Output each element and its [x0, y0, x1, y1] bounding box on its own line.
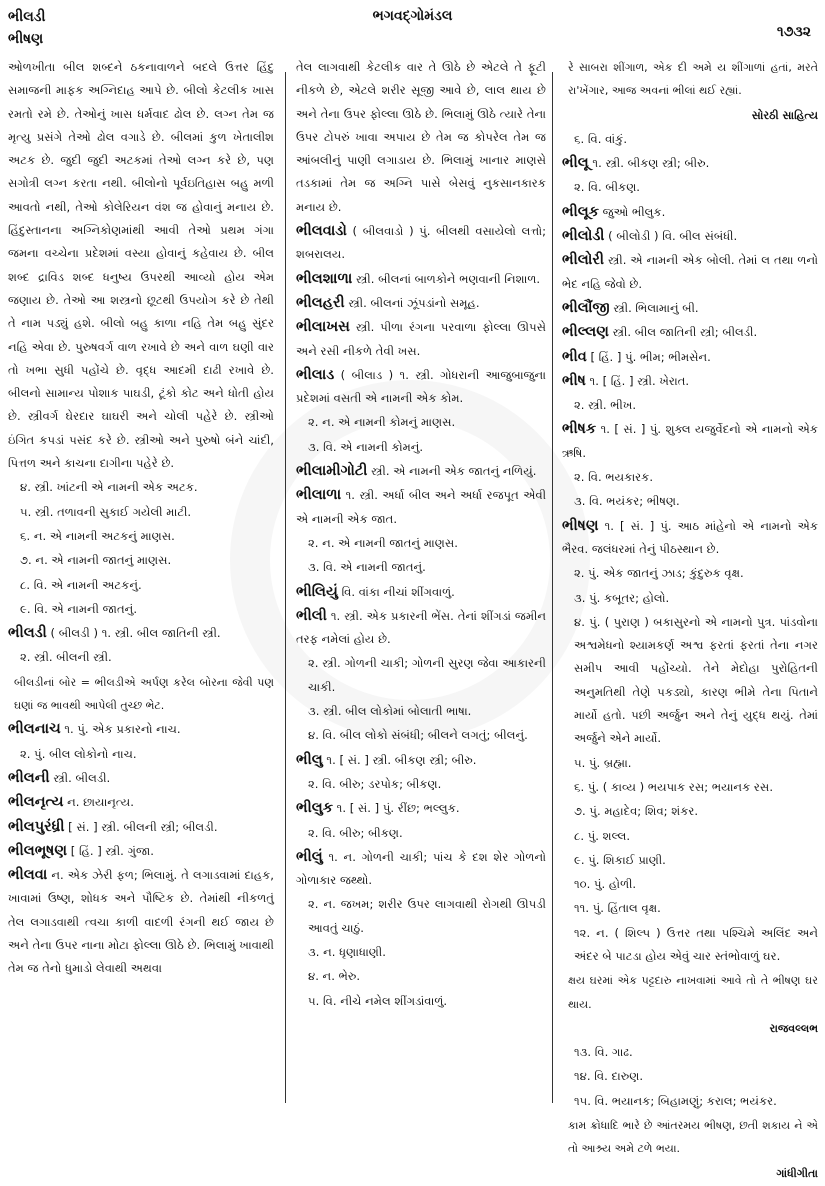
sense-line — [562, 1041, 818, 1064]
dictionary-entry — [296, 605, 546, 652]
quotation-source — [562, 104, 818, 127]
definition-text: વિ. વાંકા નીચાં શીંગવાળું. — [341, 584, 455, 599]
dictionary-entry — [562, 515, 818, 562]
headword: ભીષણ — [562, 517, 599, 534]
running-title: ભગવદ્ગોમંડલ — [372, 8, 453, 24]
dictionary-entry — [8, 718, 274, 741]
definition-text: સ્ત્રી. બીલનાં ઝૂંપડાંનો સમૂહ. — [348, 295, 480, 310]
definition-text: ૨. સ્ત્રી. ભીખ. — [574, 398, 637, 413]
sense-line — [296, 532, 546, 555]
sense-line — [296, 436, 546, 459]
sense-line — [562, 587, 818, 610]
headword: ભીલશાળા — [296, 270, 353, 287]
sense-line — [8, 525, 274, 548]
definition-text: ૧૫. વિ. ભયાનક; બિહામણું; કરાલ; ભયંકર. — [574, 1093, 777, 1108]
definition-text: ૧. ન. ગોળની ચાકી; પાંચ કે દશ શેર ગોળનો ગોળાકાર જથ્થો. — [296, 849, 546, 888]
definition-text: ( બીલડી ) ૧. સ્ત્રી. બીલ જાતિની સ્ત્રી. — [50, 626, 221, 641]
headword: ભીલપુરંધ્રી — [8, 818, 65, 835]
sense-line — [296, 411, 546, 434]
sense-line — [562, 1065, 818, 1088]
sense-line — [562, 752, 818, 775]
definition-text: ૧. સ્ત્રી. અર્ધા બીલ અને અર્ધા રજપૂત એવી એ નામની એક જાત. — [296, 488, 547, 526]
sense-line — [296, 965, 546, 988]
dictionary-entry — [562, 201, 818, 224]
definition-text: ન. છાયાનૃત્ય. — [67, 795, 134, 810]
headword: ભીલૂ — [562, 155, 589, 172]
dictionary-entry — [296, 846, 546, 893]
headword: ભીલામીગોટી — [296, 463, 368, 480]
headword: ભીલવાડો — [296, 223, 347, 240]
sense-line — [562, 490, 818, 513]
headword: ભીલૂક — [562, 203, 599, 220]
headword: ભીલિયું — [296, 583, 338, 600]
sense-line — [562, 176, 818, 199]
definition-text: ૬. વિ. વાંકું. — [574, 131, 628, 146]
dictionary-entry — [562, 370, 818, 393]
headword: ભીલી — [296, 607, 327, 624]
definition-text: ૫. સ્ત્રી. તળાવની સુકાઈ ગયેલી માટી. — [20, 504, 192, 519]
sense-line — [296, 652, 546, 699]
column-1 — [8, 56, 274, 982]
definition-text: ૫. પું. બ્રહ્મા. — [574, 755, 632, 770]
definition-text: ૧. સ્ત્રી. બીકણ સ્ત્રી; બીરુ. — [592, 156, 710, 171]
sense-line — [296, 941, 546, 964]
definition-text: ૪. ન. ભેરુ. — [308, 969, 361, 984]
definition-text: ૬. ન. એ નામની અટકનું માણસ. — [20, 528, 175, 543]
definition-text: ૮. પું. શલ્લ. — [574, 828, 631, 843]
definition-text: [ હિં. ] સ્ત્રી. ગુંજા. — [70, 843, 154, 858]
definition-text: ૨. વિ. બીરુ; બીકણ. — [308, 825, 403, 840]
headword: ભીલૌંજી — [562, 299, 610, 316]
definition-text: રાજવલ્લભ — [769, 1021, 818, 1035]
definition-text: ૧. [ હિં. ] સ્ત્રી. ખેરાત. — [589, 373, 690, 388]
headword: ભીલડી — [8, 625, 47, 642]
definition-text: ક્ષય ઘરમાં એક પટ્ટદારુ નાખવામાં આવે તો તે ભીષણ ઘર થાય. — [568, 974, 818, 1011]
definition-text: કામ ક્રોધાદિ ભારે છે આંતરમય ભીષણ, છતી શકાય ને એ તો આશ્ર્ય અમે ટળે ભયા. — [568, 1119, 818, 1156]
definition-text: ઓળખીતા બીલ શબ્દને ઠકનાવાળને બદલે ઉત્તર હિંદુ સમાજની માફક અગ્નિદાહ આપે છે. બીલો કેટલીક ખાસ રમતો રમે છે. તેઓનું ખાસ ધર્મવાદ ઢોલ છે. લગ્ન તેમ જ મૃત્યુ પ્રસંગે તેઓ ઢોલ વગાડે છે. બીલમાં કુળ ખેતાલીશ અટક છે. જુદી જુદી અટકમાં તેઓ લગ્ન કરે છે, પણ સગોત્રી લગ્ન કરતા નથી. બીલોનો પૂર્વઇતિહાસ બહુ મળી આવતો નથી, તેઓ કોલેરિયન વંશ જ હોવાનું મનાય છે. હિંદુસ્તાનના અગ્નિકોણમાંથી આવી તેઓ પ્રથમ ગંગા જમના વચ્ચેના પ્રદેશમાં વસ્યા હોવાનું કહેવાય છે. બીલ શબ્દ દ્રાવિડ શબ્દ ધનુષ્ય ઉપરથી આવ્યો હોય એમ જણાય છે. તેઓ આ શસ્ત્રનો છૂટથી ઉપયોગ કરે છે તેથી તે નામ પડ્યું હશે. બીલો બહુ કાળા નહિ તેમ બહુ સુંદર નહિ એવા છે. પુરુષવર્ગ વાળ રખાવે છે અને વાળ ઘણી વાર તો ખભા સુધી પહોંચે છે. વૃદ્ધ આદમી દાઢી રખાવે છે. બીલનો સામાન્ય પોશાક પાઘડી, ટૂંકો કોટ અને ધોતી હોય છે. સ્ત્રીવર્ગ ઘેરદાર ઘાઘરી અને ચોલી પહેરે છે. સ્ત્રીઓ ઇંગિત કપડાં પસંદ કરે છે. સ્ત્રીઓ અને પુરુષો બંને ચાંદી, પિત્તળ અને કાચના દાગીના પહેરે છે. — [8, 60, 274, 471]
sense-line — [296, 700, 546, 723]
dictionary-entry — [8, 767, 274, 790]
definition-text: સ્ત્રી. પીળા રંગના પરવાળા ફોલ્લા ઊપસે અને રસી નીકળે તેવી ખસ. — [296, 320, 546, 358]
quotation — [562, 969, 818, 1016]
headword: ભીષ — [562, 372, 586, 389]
dictionary-entry — [562, 418, 818, 465]
definition-text: ૧૧. પું. હિંતાલ વૃક્ષ. — [574, 901, 661, 916]
headword: ભીષક — [562, 421, 597, 438]
headword: ભીલવા — [8, 867, 48, 884]
sense-line — [296, 893, 546, 940]
definition-text: ૩. પું. કબૂતર; હોલો. — [574, 590, 670, 605]
dictionary-entry — [562, 249, 818, 296]
headword: ભીલોરી — [562, 252, 604, 269]
quotation-source — [562, 1017, 818, 1040]
headword: ભીલની — [8, 769, 50, 786]
quotation — [562, 1114, 818, 1161]
definition-text: ૪. વિ. બીલ લોકો સંબંધી; બીલને લગતું; બીલનું. — [308, 728, 528, 743]
dictionary-entry — [296, 581, 546, 604]
definition-text: બીલડીનાં બોર = ભીલડીએ અર્પણ કરેલ બોરના જેવી પણ ઘણાં જ ભાવથી આપેલી તુચ્છ ભેટ. — [14, 675, 274, 713]
definition-text: સ્ત્રી. એ નામની એક બોલી. તેમાં લ તથા ળનો ભેદ નહિ જેવો છે. — [562, 253, 819, 291]
sense-line — [562, 800, 818, 823]
sense-line — [296, 990, 546, 1013]
column-3 — [562, 56, 818, 1186]
definition-text: ૭. પું. મહાદેવ; શિવ; શંકર. — [574, 804, 699, 819]
dictionary-entry — [562, 225, 818, 248]
quotation — [8, 671, 274, 718]
definition-text: ૩. ન. ધૃણાધાણી. — [308, 944, 386, 959]
definition-text: ૧૪. વિ. દારુણ. — [574, 1069, 644, 1084]
definition-text: સ્ત્રી. બીલનાં બાળકોને ભણવાની નિશાળ. — [356, 271, 541, 286]
dictionary-entry — [296, 364, 546, 411]
dictionary-entry — [296, 460, 546, 483]
headword: ભીલાખસ — [296, 319, 350, 336]
sense-line — [8, 501, 274, 524]
definition-text: સ્ત્રી. બીલડી. — [53, 770, 111, 785]
quotation — [562, 56, 818, 103]
definition-text: ૧. સ્ત્રી. એક પ્રકારની ભેંસ. તેનાં શીંગડાં જમીન તરફ નમેલાં હોય છે. — [296, 608, 547, 647]
definition-text: ૪. પું. ( પુરાણ ) બકાસુરનો એ નામનો પુત્ર. પાંડવોના અશ્વમેધનો શ્યામકર્ણ અશ્વ ફરતાં ફરતાં તેના નગર સમીપ આવી પહોંચ્યો. તેને મેદોહા પુરોહિતની અનુમતિથી તેણે પકડ્યો, કારણ ભીમે તેના પિતાને માર્યો હતો. પછી અર્જુન અને તેનું યુદ્ધ થયું. તેમાં અર્જુને એને માર્યો. — [574, 614, 818, 746]
definition-text: સ્ત્રી. એ નામની એક જાતનું નળિયું. — [371, 464, 537, 479]
headword: ભીલનાચ — [8, 721, 61, 738]
column-divider — [285, 72, 286, 1103]
dictionary-entry — [8, 864, 274, 980]
definition-text: ૨. વિ. બીરુ; ડરપોક; બીકણ. — [308, 776, 442, 791]
dictionary-entry — [8, 816, 274, 839]
definition-text: ૨. સ્ત્રી. ગોળની ચાકી; ગોળની સુરણ જેવા આકારની ચાકી. — [308, 656, 546, 694]
sense-line — [562, 1090, 818, 1113]
guide-word-bottom: ભીષણ — [8, 31, 44, 47]
dictionary-entry — [562, 297, 818, 320]
definition-text: સ્ત્રી. બીલ જાતિની સ્ત્રી; બીલડી. — [612, 325, 758, 340]
dictionary-entry — [8, 840, 274, 863]
definition-text: તેલ લાગવાથી કેટલીક વાર તે ઊઠે છે એટલે તે ફૂટી નીકળે છે, એટલે શરીર સૂજી આવે છે, લાલ થાય છે અને તેના ઉપર ફોલ્લા ઊઠે છે. ભિલામું ઊઠે ત્યારે તેના ઉપર ટોપરું ખાવા અપાય છે તેમ જ કોપરેલ તેમ જ આંબલીનું પાણી લગાડાય છે. ભિલામું ખાનાર માણસે તડકામાં તેમ જ અગ્નિ પાસે બેસવું નુકસાનકારક મનાય છે. — [296, 60, 546, 214]
sense-line — [562, 394, 818, 417]
dictionary-entry — [296, 749, 546, 772]
definition-text: સોરઠી સાહિત્ય — [751, 108, 818, 122]
sense-line — [8, 598, 274, 621]
definition-text: [ હિં. ] પું. ભીમ; ભીમસેન. — [590, 349, 711, 364]
definition-text: ૭. ન. એ નામની જાતનું માણસ. — [20, 553, 172, 568]
sense-line — [562, 825, 818, 848]
guide-word-top: ભીલડી — [8, 9, 46, 25]
definition-text: ૩. સ્ત્રી. બીલ લોકોમાં બોલાતી ભાષા. — [308, 704, 472, 719]
definition-text: જુઓ ભીલુક. — [602, 204, 666, 219]
dictionary-entry — [562, 346, 818, 369]
sense-line — [296, 724, 546, 747]
sense-line — [8, 743, 274, 766]
headword: ભીલુક — [296, 800, 333, 817]
definition-text: [ સં. ] સ્ત્રી. બીલની સ્ત્રી; બીલડી. — [68, 819, 218, 834]
definition-text: ૧. [ સં. ] પું. શુક્લ યજુર્વેદનો એ નામનો એક ઋષિ. — [562, 422, 818, 460]
definition-text: ૨. પું. બીલ લોકોનો નાચ. — [20, 746, 137, 761]
definition-text: ૨. વિ. બીકણ. — [574, 180, 640, 195]
sense-line — [562, 128, 818, 151]
definition-text: ૨. સ્ત્રી. બીલની સ્ત્રી. — [20, 650, 112, 665]
definition-text: ૬. પું. ( કાવ્ય ) ભયપાક રસ; ભયાનક રસ. — [574, 779, 774, 794]
headword: ભીલ્લણ — [562, 324, 609, 341]
column-2 — [296, 56, 546, 1014]
definition-text: ૪. સ્ત્રી. ખાંટની એ નામની એક અટક. — [20, 480, 198, 495]
headword: ભીલાડ — [296, 366, 335, 383]
headword: ભીલું — [296, 848, 323, 865]
definition-text: ૨. ન. એ નામની જાતનું માણસ. — [308, 535, 458, 550]
sense-line — [562, 897, 818, 920]
definition-text: ૧. [ સં. ] સ્ત્રી. બીકણ સ્ત્રી; બીરુ. — [326, 752, 477, 767]
definition-text: ન. એક ઝેરી ફળ; ભિલામું. તે લગાડવામાં દાહક, ખાવામાં ઉષ્ણ, શોધક અને પૌષ્ટિક છે. તેમાંથી નીકળતું તેલ લગાડવાથી ત્વચા કાળી વાદળી રંગની થઈ જાય છે અને તેના ઉપર નાના મોટા ફોલ્લા ઊઠે છે. ભિલામું ખાવાથી તેમ જ તેનો ધુમાડો લેવાથી અથવા — [8, 868, 274, 976]
dictionary-entry — [562, 152, 818, 175]
definition-text: સ્ત્રી. ભિલામાનું બી. — [613, 300, 699, 315]
definition-text: ૩. વિ. એ નામની જાતનું. — [308, 560, 426, 575]
dictionary-entry — [296, 292, 546, 315]
definition-text: ( બીલોડી ) વિ. બીલ સંબંધી. — [608, 229, 738, 244]
headword: ભીલનૃત્ય — [8, 794, 64, 811]
sense-line — [8, 476, 274, 499]
definition-text: ૮. વિ. એ નામની અટકનું. — [20, 577, 142, 592]
definition-text: ૩. વિ. ભયંકર; ભીષણ. — [574, 494, 680, 509]
dictionary-entry — [562, 321, 818, 344]
headword: ભીલુ — [296, 751, 323, 768]
definition-text: ૧. [ સં. ] પું. રીંછ; ભલ્લુક. — [336, 801, 460, 816]
definition-text: ૧૨. ન. ( શિલ્પ ) ઉત્તર તથા પશ્ચિમે અલિંદ અને અંદર બે પાટડા હોય એવું ચાર સ્તંભોવાળું ઘર. — [574, 925, 818, 963]
definition-text: રે સાબરા શીંગાળ, એક દી અમે ય શીંગાળાં હતાં, મરતે રા'ખેંગાર, આજ અવનાં ભીલાં થઈ રહ્યાં. — [568, 61, 818, 98]
sense-line — [296, 56, 546, 219]
definition-text: ૨. વિ. ભયકારક. — [574, 470, 654, 485]
dictionary-entry — [296, 220, 546, 267]
definition-text: ૯. વિ. એ નામની જાતનું. — [20, 601, 138, 616]
definition-text: ૧. પું. એક પ્રકારનો નાચ. — [64, 722, 181, 737]
definition-text: ( બીલવાડો ) પું. બીલથી વસાયેલો લત્તો; શબરાલય. — [296, 224, 547, 262]
definition-text: ૧૩. વિ. ગાઢ. — [574, 1045, 633, 1060]
definition-text: ૩. વિ. એ નામની કોમનું. — [308, 439, 424, 454]
headword: ભીલભૂષણ — [8, 842, 68, 859]
sense-line — [562, 562, 818, 585]
definition-text: ૧. [ સં. ] પું. આઠ માંહેનો એ નામનો એક ભૈરવ. જલંધરમાં તેનું પીઠસ્થાન છે. — [562, 518, 819, 556]
definition-text: ગાંધીગીતા — [776, 1166, 818, 1180]
dictionary-entry — [296, 268, 546, 291]
sense-line — [8, 646, 274, 669]
definition-text: ૨. ન. જખમ; શરીર ઉપર લાગવાથી રોગથી ઊપડી આવતું ચાઠું. — [308, 897, 546, 935]
page-number: ૧૭૩૨ — [776, 24, 811, 40]
dictionary-entry — [8, 622, 274, 645]
headword: ભીલાળા — [296, 487, 342, 504]
sense-line — [562, 611, 818, 751]
column-divider — [552, 72, 553, 1103]
sense-line — [296, 773, 546, 796]
dictionary-entry — [8, 791, 274, 814]
quotation-source — [562, 1162, 818, 1185]
sense-line — [8, 549, 274, 572]
definition-text: ( બીલાડ ) ૧. સ્ત્રી. ગોધરાની આજુબાજુના પ્રદેશમાં વસતી એ નામની એક કોમ. — [296, 367, 546, 406]
definition-text: ૯. પું. શિકાઈ પ્રાણી. — [574, 852, 666, 867]
sense-line — [8, 56, 274, 475]
sense-line — [562, 922, 818, 969]
sense-line — [296, 556, 546, 579]
headword: ભીલોડી — [562, 228, 605, 245]
sense-line — [562, 776, 818, 799]
sense-line — [296, 822, 546, 845]
headword: ભીલહરી — [296, 294, 345, 311]
sense-line — [562, 849, 818, 872]
definition-text: ૨. પું. એક જાતનું ઝાડ; કુંદુરુક વૃક્ષ. — [574, 566, 744, 581]
sense-line — [562, 466, 818, 489]
definition-text: ૧૦. પું. હોળી. — [574, 877, 637, 892]
definition-text: ૫. વિ. નીચે નમેલ શીંગડાંવાળું. — [308, 993, 448, 1008]
sense-line — [8, 574, 274, 597]
dictionary-entry — [296, 316, 546, 363]
dictionary-entry — [296, 484, 546, 531]
sense-line — [562, 873, 818, 896]
definition-text: ૨. ન. એ નામની કોમનું માણસ. — [308, 415, 456, 430]
headword: ભીવ — [562, 348, 587, 365]
dictionary-entry — [296, 797, 546, 820]
